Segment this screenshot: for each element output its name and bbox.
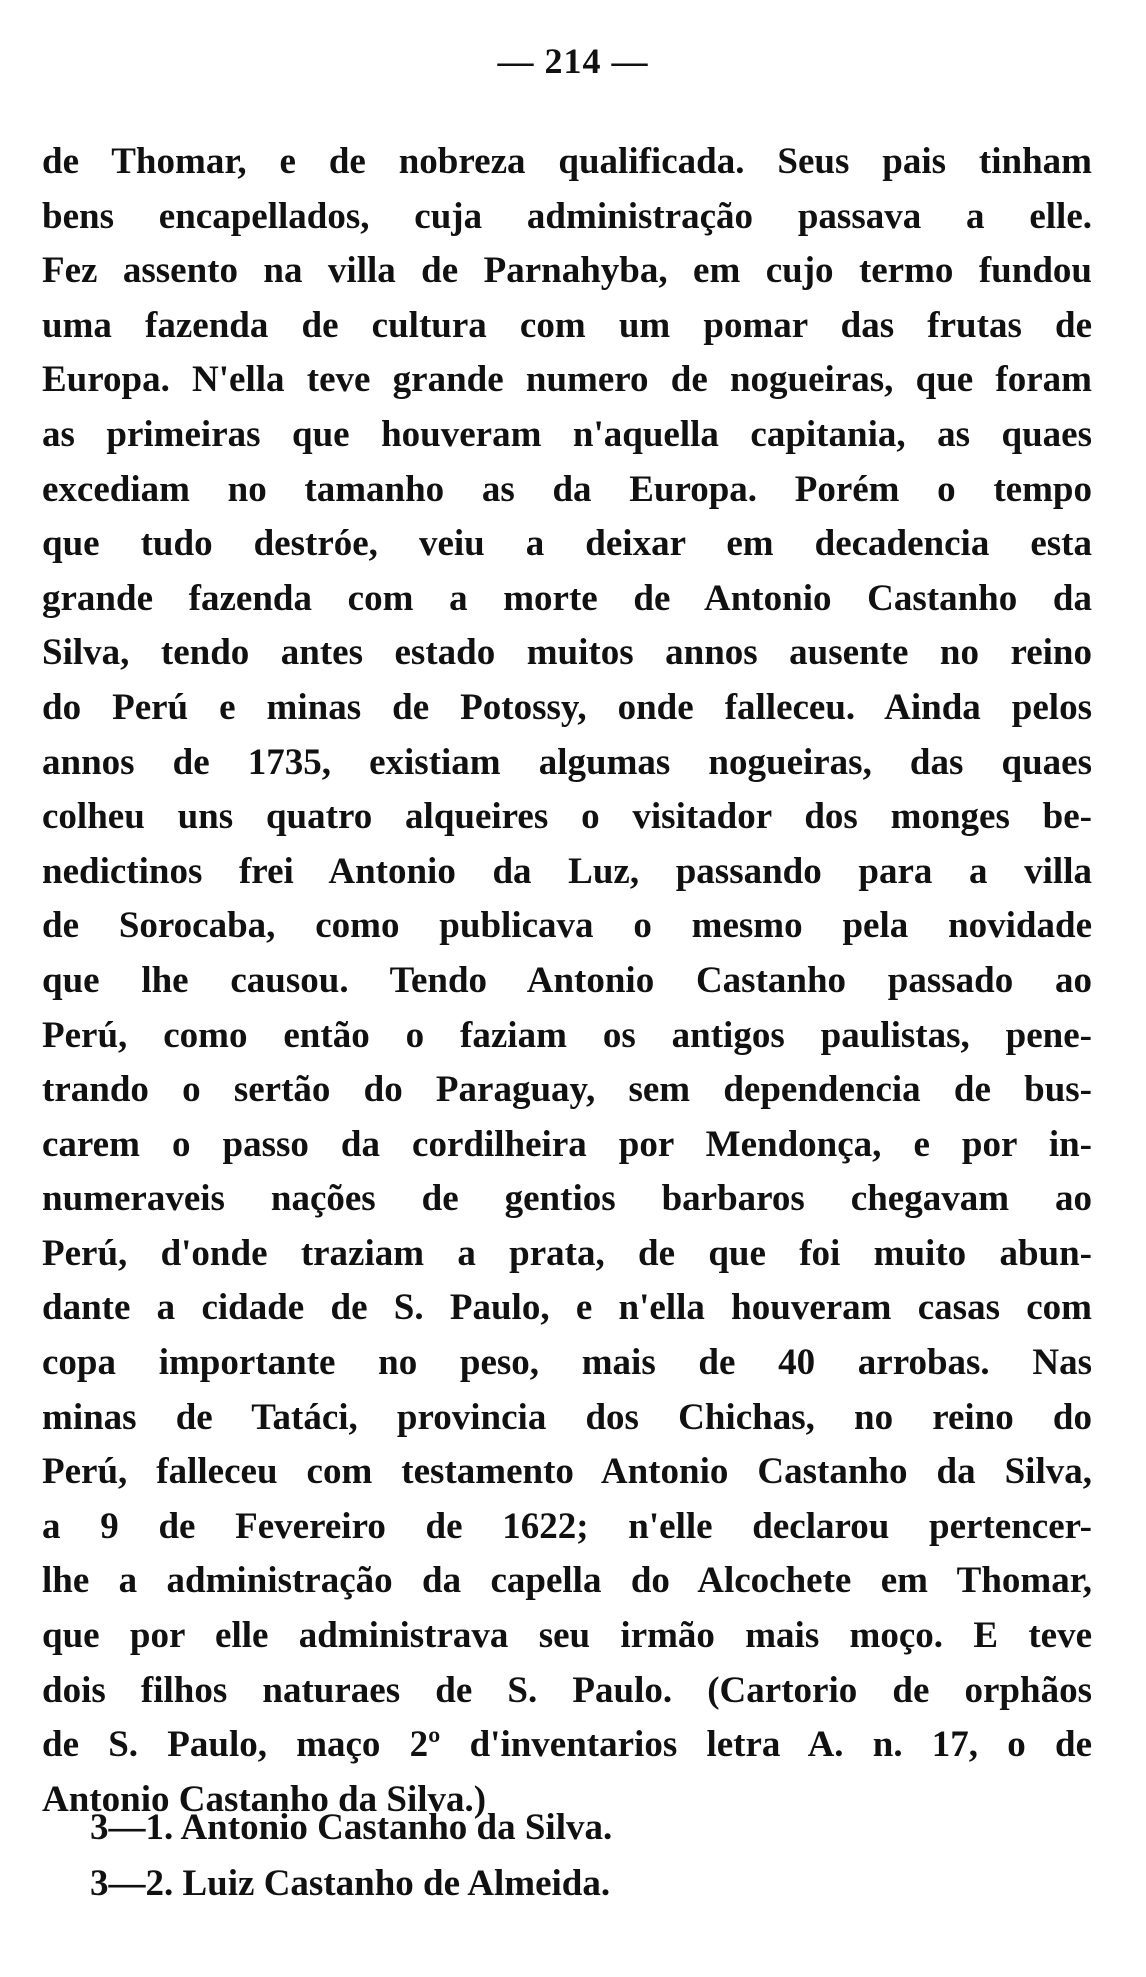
text-line: colheu uns quatro alqueires o visitador dos monges be-: [42, 796, 1092, 838]
text-line: que tudo destróe, veiu a deixar em decadencia esta: [42, 523, 1092, 565]
text-line: lhe a administração da capella do Alcochete em Thomar,: [42, 1560, 1092, 1602]
text-line: Perú, d'onde traziam a prata, de que foi muito abun-: [42, 1232, 1092, 1274]
text-line: trando o sertão do Paraguay, sem dependencia de bus-: [42, 1069, 1092, 1111]
genealogy-entry: 3—2. Luiz Castanho de Almeida.: [90, 1863, 611, 1904]
text-line: Silva, tendo antes estado muitos annos ausente no reino: [42, 632, 1092, 674]
text-line: dante a cidade de S. Paulo, e n'ella houveram casas com: [42, 1287, 1092, 1329]
text-line: de Thomar, e de nobreza qualificada. Seus pais tinham: [42, 141, 1092, 182]
text-line: numeraveis nações de gentios barbaros chegavam ao: [42, 1178, 1092, 1220]
body-paragraph: [42, 135, 1092, 1827]
text-line: as primeiras que houveram n'aquella capitania, as quaes: [42, 413, 1092, 455]
text-line: bens encapellados, cuja administração passava a elle.: [42, 195, 1092, 237]
text-line: a 9 de Fevereiro de 1622; n'elle declarou pertencer-: [42, 1505, 1092, 1547]
text-line: de Sorocaba, como publicava o mesmo pela novidade: [42, 905, 1092, 947]
text-line: excediam no tamanho as da Europa. Porém o tempo: [42, 468, 1092, 510]
text-line: copa importante no peso, mais de 40 arrobas. Nas: [42, 1342, 1092, 1384]
text-line: nedictinos frei Antonio da Luz, passando para a villa: [42, 850, 1092, 892]
text-line: minas de Tatáci, provincia dos Chichas, no reino do: [42, 1396, 1092, 1438]
text-line: dois filhos naturaes de S. Paulo. (Cartorio de orphãos: [42, 1669, 1092, 1711]
text-line: grande fazenda com a morte de Antonio Castanho da: [42, 577, 1092, 619]
text-line: do Perú e minas de Potossy, onde falleceu. Ainda pelos: [42, 686, 1092, 728]
text-line: Fez assento na villa de Parnahyba, em cujo termo fundou: [42, 250, 1092, 292]
text-line: que por elle administrava seu irmão mais moço. E teve: [42, 1615, 1092, 1657]
text-line: carem o passo da cordilheira por Mendonça, e por in-: [42, 1123, 1092, 1165]
text-line: annos de 1735, existiam algumas nogueiras, das quaes: [42, 741, 1092, 783]
text-line: de S. Paulo, maço 2º d'inventarios letra A. n. 17, o de: [42, 1724, 1092, 1766]
text-line: Perú, como então o faziam os antigos paulistas, pene-: [42, 1014, 1092, 1056]
text-line: uma fazenda de cultura com um pomar das frutas de: [42, 304, 1092, 346]
genealogy-entry: 3—1. Antonio Castanho da Silva.: [90, 1807, 613, 1848]
text-line: que lhe causou. Tendo Antonio Castanho passado ao: [42, 959, 1092, 1001]
text-line: Perú, falleceu com testamento Antonio Castanho da Silva,: [42, 1451, 1092, 1493]
text-line: Antonio Castanho da Silva.): [42, 1778, 487, 1820]
text-line: Europa. N'ella teve grande numero de nogueiras, que foram: [42, 359, 1092, 401]
genealogy-entries: [90, 1800, 1090, 1912]
page-number: — 214 —: [497, 41, 649, 81]
